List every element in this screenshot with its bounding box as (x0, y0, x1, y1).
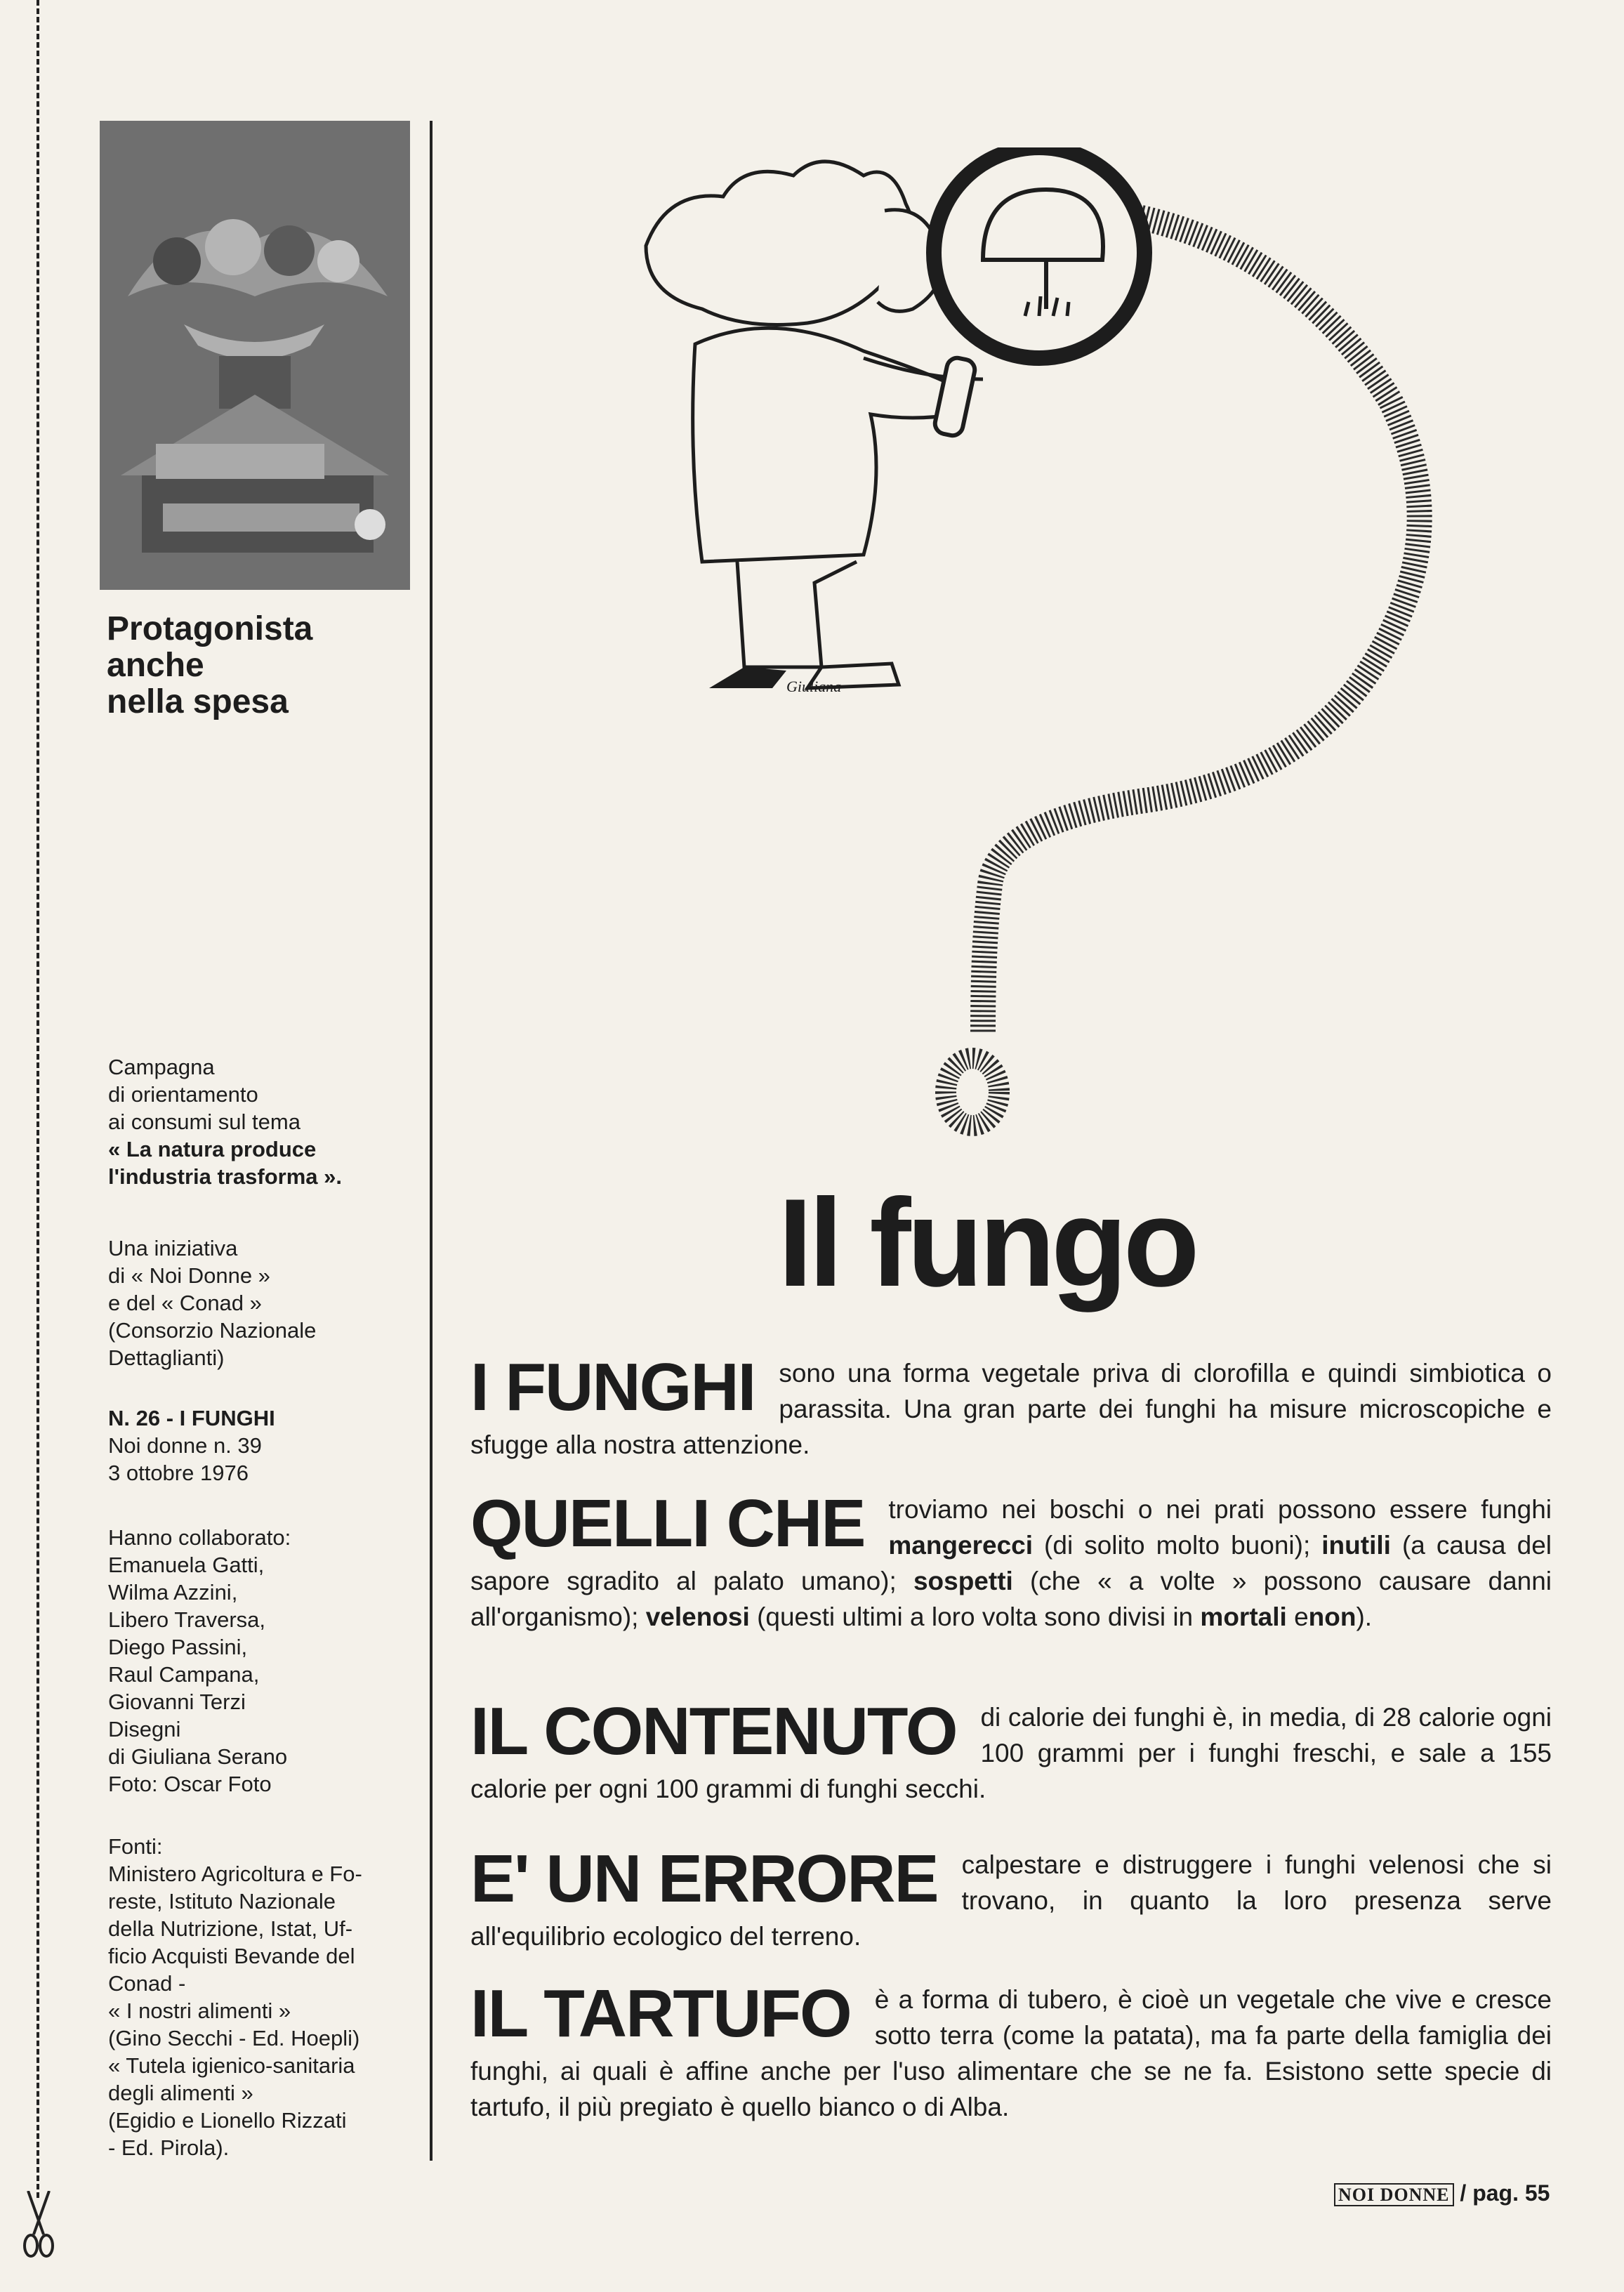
paragraph-head: IL TARTUFO (470, 1976, 851, 2051)
sources (108, 1833, 362, 2161)
column-rule (430, 121, 433, 2161)
paragraph-contenuto (470, 1694, 1552, 1807)
side-line: « La natura produce (108, 1137, 317, 1161)
paragraph-funghi (470, 1350, 1552, 1463)
paragraph-text: di calorie dei funghi è, in media, di 28 calorie ogni 100 grammi per i funghi freschi, e sale a 155 calorie per ogni 100 grammi di funghi secchi. (470, 1703, 1552, 1803)
side-line: 3 ottobre 1976 (108, 1461, 249, 1485)
side-line: Diego Passini, (108, 1635, 248, 1659)
side-line: Campagna (108, 1055, 215, 1079)
cut-line (37, 0, 39, 2198)
side-line: Fonti: (108, 1834, 163, 1859)
side-line: di orientamento (108, 1082, 258, 1107)
side-line: Raul Campana, (108, 1662, 260, 1687)
side-line: Hanno collaborato: (108, 1525, 291, 1550)
text-run: (questi ultimi a loro volta sono divisi in (757, 1602, 1194, 1631)
credits (108, 1524, 291, 1798)
side-line: Dettaglianti) (108, 1345, 225, 1370)
side-line: « I nostri alimenti » (108, 1998, 291, 2023)
side-line: di « Noi Donne » (108, 1263, 270, 1288)
bold-term: mortali (1200, 1602, 1287, 1631)
side-line: di Giuliana Serano (108, 1744, 288, 1769)
text-run: (a causa del sapore sgradito al palato umano); (470, 1531, 1552, 1595)
magazine-brand: NOI DONNE (1334, 2183, 1454, 2206)
side-line: degli alimenti » (108, 2081, 253, 2105)
side-line: ficio Acquisti Bevande del (108, 1944, 355, 1968)
side-line: della Nutrizione, Istat, Uf- (108, 1916, 353, 1941)
paragraph-head: E' UN ERRORE (470, 1841, 938, 1916)
side-line: ai consumi sul tema (108, 1109, 301, 1134)
side-line: Conad - (108, 1971, 186, 1996)
side-line: Emanuela Gatti, (108, 1553, 265, 1577)
paragraph-head: QUELLI CHE (470, 1486, 865, 1561)
paragraph-quelli-che (470, 1486, 1552, 1635)
side-line: Wilma Azzini, (108, 1580, 238, 1605)
side-line: (Consorzio Nazionale (108, 1318, 317, 1343)
footer-separator: / (1460, 2180, 1467, 2206)
caption-line: nella spesa (107, 683, 289, 720)
paragraph-text: è a forma di tubero, è cioè un vegetale che vive e cresce sotto terra (come la patata), ma fa parte della famiglia dei funghi, ai quali è affine anche per l'uso alimentare che se ne fa. Esistono sette specie di tartufo, il più pregiato è quello bianco o di Alba. (470, 1985, 1552, 2121)
side-line: N. 26 - I FUNGHI (108, 1406, 275, 1430)
initiative-note (108, 1234, 316, 1371)
poster-caption (107, 611, 312, 720)
side-line: Ministero Agricoltura e Fo- (108, 1862, 362, 1886)
illustrator-signature: Giuliana (786, 678, 842, 695)
paragraph-tartufo (470, 1976, 1552, 2125)
bold-term: velenosi (645, 1602, 750, 1631)
side-line: (Gino Secchi - Ed. Hoepli) (108, 2026, 360, 2050)
caption-line: Protagonista (107, 610, 313, 647)
side-line: Disegni (108, 1717, 181, 1741)
text-run: (che « a volte » possono causare danni all'organismo); (470, 1567, 1552, 1631)
side-line: « Tutela igienico-sanitaria (108, 2053, 355, 2078)
bold-term: inutili (1321, 1531, 1391, 1560)
bold-term: mangerecci (888, 1531, 1034, 1560)
side-line: Libero Traversa, (108, 1607, 265, 1632)
scissors-icon (21, 2191, 56, 2265)
page-footer (1334, 2180, 1550, 2206)
paragraph-text: sono una forma vegetale priva di clorofilla e quindi simbiotica o parassita. Una gran parte dei funghi ha misure microscopiche e sfugge alla nostra attenzione. (470, 1359, 1552, 1459)
issue-info (108, 1404, 275, 1487)
side-line: - Ed. Pirola). (108, 2135, 230, 2160)
side-line: Noi donne n. 39 (108, 1433, 262, 1458)
text-run: troviamo nei boschi o nei prati possono essere funghi (888, 1495, 1552, 1524)
text-run: e (1294, 1602, 1309, 1631)
bold-term: non (1308, 1602, 1356, 1631)
text-run: ). (1356, 1602, 1373, 1631)
text-run: (di solito molto buoni); (1044, 1531, 1311, 1560)
side-line: Giovanni Terzi (108, 1690, 246, 1714)
article-title: Il fungo (778, 1173, 1196, 1312)
side-line: e del « Conad » (108, 1291, 262, 1315)
bold-term: sospetti (913, 1567, 1013, 1595)
side-line: Una iniziativa (108, 1236, 238, 1260)
paragraph-errore (470, 1841, 1552, 1954)
paragraph-head: I FUNGHI (470, 1350, 755, 1425)
campaign-poster-image (100, 121, 410, 590)
campaign-note (108, 1053, 342, 1190)
paragraph-text: calpestare e distruggere i funghi velenosi che si trovano, in quanto la loro presenza serve all'equilibrio ecologico del terreno. (470, 1850, 1552, 1951)
paragraph-head: IL CONTENUTO (470, 1694, 957, 1769)
side-line: (Egidio e Lionello Rizzati (108, 2108, 347, 2133)
side-line: Foto: Oscar Foto (108, 1772, 272, 1796)
caption-line: anche (107, 647, 204, 684)
magnifier-illustration (562, 147, 1474, 1145)
side-line: l'industria trasforma ». (108, 1164, 342, 1189)
page-number: pag. 55 (1472, 2180, 1550, 2206)
side-line: reste, Istituto Nazionale (108, 1889, 336, 1914)
